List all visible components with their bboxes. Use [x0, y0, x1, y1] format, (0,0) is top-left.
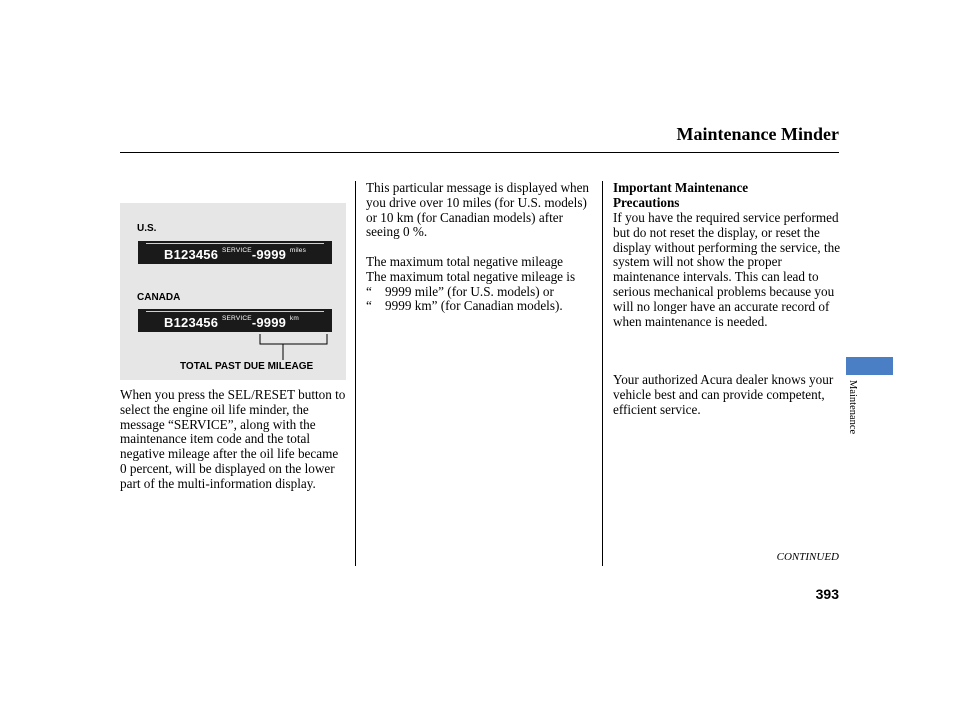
- section-tab-text: Maintenance: [847, 380, 858, 435]
- canada-value: -9999: [251, 315, 287, 330]
- page-number: 393: [815, 586, 839, 602]
- us-service: SERVICE: [221, 247, 252, 254]
- us-label: U.S.: [137, 223, 157, 234]
- heading-line2: Precautions: [613, 194, 680, 210]
- para2-part2: 9999 mile” (for U.S. models) or: [385, 283, 554, 299]
- section-tab-label: [845, 380, 863, 450]
- column3-paragraph2: Your authorized Acura dealer knows your vehicle best and can provide competent, efficient service.: [613, 372, 834, 417]
- column-divider-1: [355, 181, 356, 566]
- precautions-heading: [613, 181, 841, 211]
- para2-part4: 9999 km” (for Canadian models).: [385, 298, 563, 314]
- us-code: B123456: [164, 247, 219, 262]
- callout-label: TOTAL PAST DUE MILEAGE: [180, 361, 314, 372]
- continued-label: CONTINUED: [776, 551, 839, 563]
- column1-paragraph: When you press the SEL/RESET button to select the engine oil life minder, the message “SERVICE”, along with the maintenance item code and the total negative mileage after the oil life became 0 percent, will be displayed on the lower part of the multi-information display.: [120, 387, 346, 491]
- canada-service: SERVICE: [221, 315, 252, 322]
- canada-code: B123456: [164, 315, 219, 330]
- heading-line1: Important Maintenance: [613, 180, 749, 195]
- us-value: -9999: [251, 247, 287, 262]
- column2-paragraph2: [366, 255, 598, 314]
- us-unit: miles: [289, 247, 307, 254]
- column2-paragraph1: This particular message is displayed when you drive over 10 miles (for U.S. models) or 10 km (for Canadian models) after seeing 0 %.: [366, 180, 590, 240]
- display-figure: [120, 203, 346, 380]
- page-title: Maintenance Minder: [676, 124, 839, 144]
- canada-unit: km: [289, 315, 299, 322]
- callout-bracket: [120, 203, 346, 380]
- column3-paragraph1: If you have the required service performed but do not reset the display, or reset the display without performing the service, the system will not show the proper maintenance intervals. This can lead to serious mechanical problems because you will no longer have an accurate record of when maintenance is needed.: [613, 210, 841, 329]
- column-divider-2: [602, 181, 603, 566]
- section-tab: [846, 357, 893, 375]
- column2-line3: [366, 299, 598, 314]
- para2-part1: The maximum total negative mileage is “: [366, 268, 576, 299]
- header-rule: [120, 152, 839, 153]
- para2-part3: “: [366, 298, 372, 314]
- column2-line2: [366, 270, 598, 300]
- column2-line1: The maximum total negative mileage: [366, 254, 564, 269]
- canada-label: CANADA: [137, 292, 181, 303]
